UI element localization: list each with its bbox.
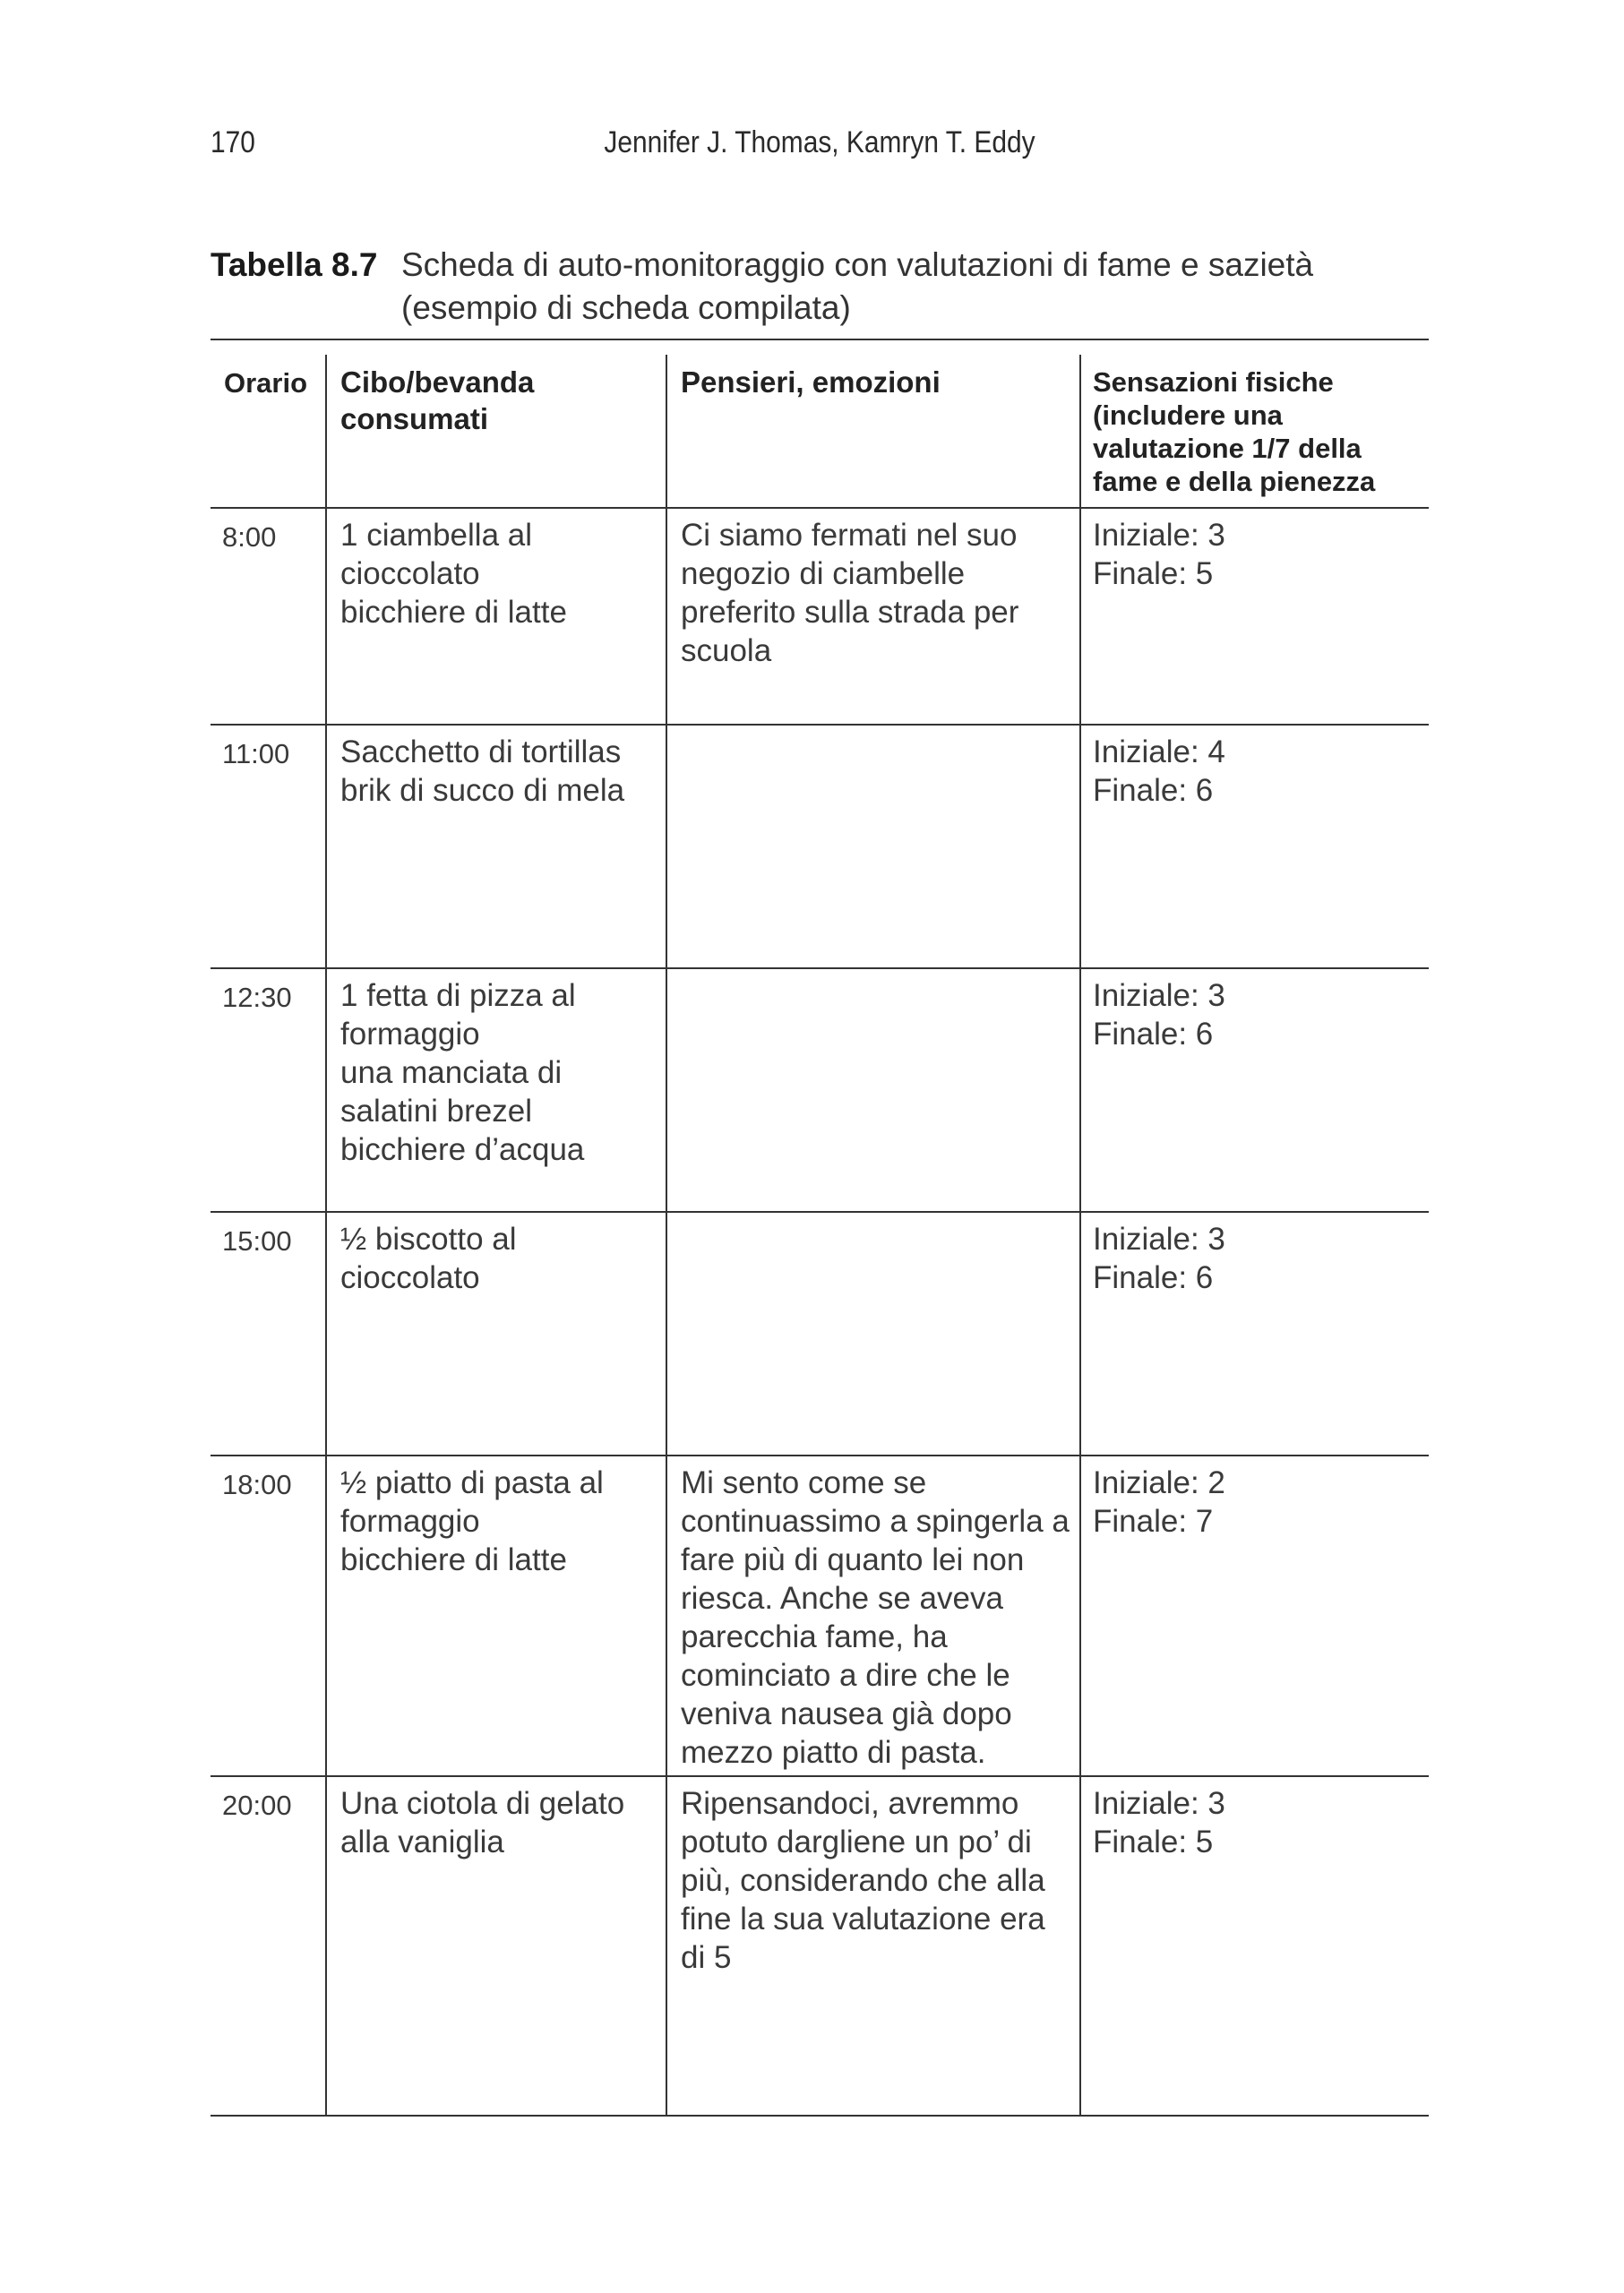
table-top-rule [211, 339, 1429, 340]
cell-time: 12:30 [222, 982, 292, 1013]
header-rule [211, 507, 1429, 509]
cell-time: 8:00 [222, 521, 277, 553]
cell-thoughts: Ripensandoci, avremmo potuto dargliene un po’ di più, considerando che alla fine la sua valutazione era di 5 [681, 1786, 1045, 1975]
cell-time: 20:00 [222, 1790, 292, 1821]
cell-physical: Iniziale: 3 Finale: 5 [1093, 1786, 1225, 1859]
cell-food: Sacchetto di tortillas brik di succo di mela [340, 734, 625, 808]
column-divider [1079, 355, 1081, 2115]
header-time: Orario [224, 367, 308, 399]
running-head: Jennifer J. Thomas, Kamryn T. Eddy [604, 125, 1035, 159]
table-label: Tabella 8.7 [211, 246, 378, 283]
cell-food: Una ciotola di gelato alla vaniglia [340, 1786, 625, 1859]
table-bottom-rule [211, 2115, 1429, 2117]
cell-food: ½ piatto di pasta al formaggio bicchiere di latte [340, 1465, 604, 1577]
cell-physical: Iniziale: 3 Finale: 5 [1093, 518, 1225, 591]
cell-food: ½ biscotto al cioccolato [340, 1222, 517, 1295]
cell-food: 1 ciambella al cioccolato bicchiere di latte [340, 518, 567, 630]
cell-physical: Iniziale: 4 Finale: 6 [1093, 734, 1225, 808]
table-title: Scheda di auto-monitoraggio con valutazioni di fame e sazietà (esempio di scheda compilata) [401, 246, 1314, 326]
cell-physical: Iniziale: 3 Finale: 6 [1093, 1222, 1225, 1295]
cell-food: 1 fetta di pizza al formaggio una manciata di salatini brezel bicchiere d’acqua [340, 978, 585, 1167]
self-monitoring-table [211, 339, 1429, 2117]
cell-time: 15:00 [222, 1225, 292, 1257]
header-food: Cibo/bevanda consumati [340, 365, 535, 435]
row-divider [211, 967, 1429, 969]
cell-thoughts: Mi sento come se continuassimo a spingerla a fare più di quanto lei non riesca. Anche se aveva parecchia fame, ha cominciato a dire che le veniva nausea già dopo mezzo piatto di pasta. [681, 1465, 1070, 1770]
header-physical: Sensazioni fisiche (includere una valutazione 1/7 della fame e della pienezza [1093, 366, 1376, 497]
cell-thoughts: Ci siamo fermati nel suo negozio di ciambelle preferito sulla strada per scuola [681, 518, 1019, 668]
header-thoughts: Pensieri, emozioni [681, 365, 941, 399]
cell-physical: Iniziale: 3 Finale: 6 [1093, 978, 1225, 1052]
column-divider [325, 355, 327, 2115]
page-header [211, 125, 1429, 170]
row-divider [211, 724, 1429, 726]
cell-time: 11:00 [222, 738, 290, 769]
cell-time: 18:00 [222, 1469, 292, 1500]
row-divider [211, 1775, 1429, 1777]
row-divider [211, 1455, 1429, 1456]
row-divider [211, 1211, 1429, 1213]
page-number: 170 [211, 125, 255, 159]
cell-physical: Iniziale: 2 Finale: 7 [1093, 1465, 1225, 1539]
